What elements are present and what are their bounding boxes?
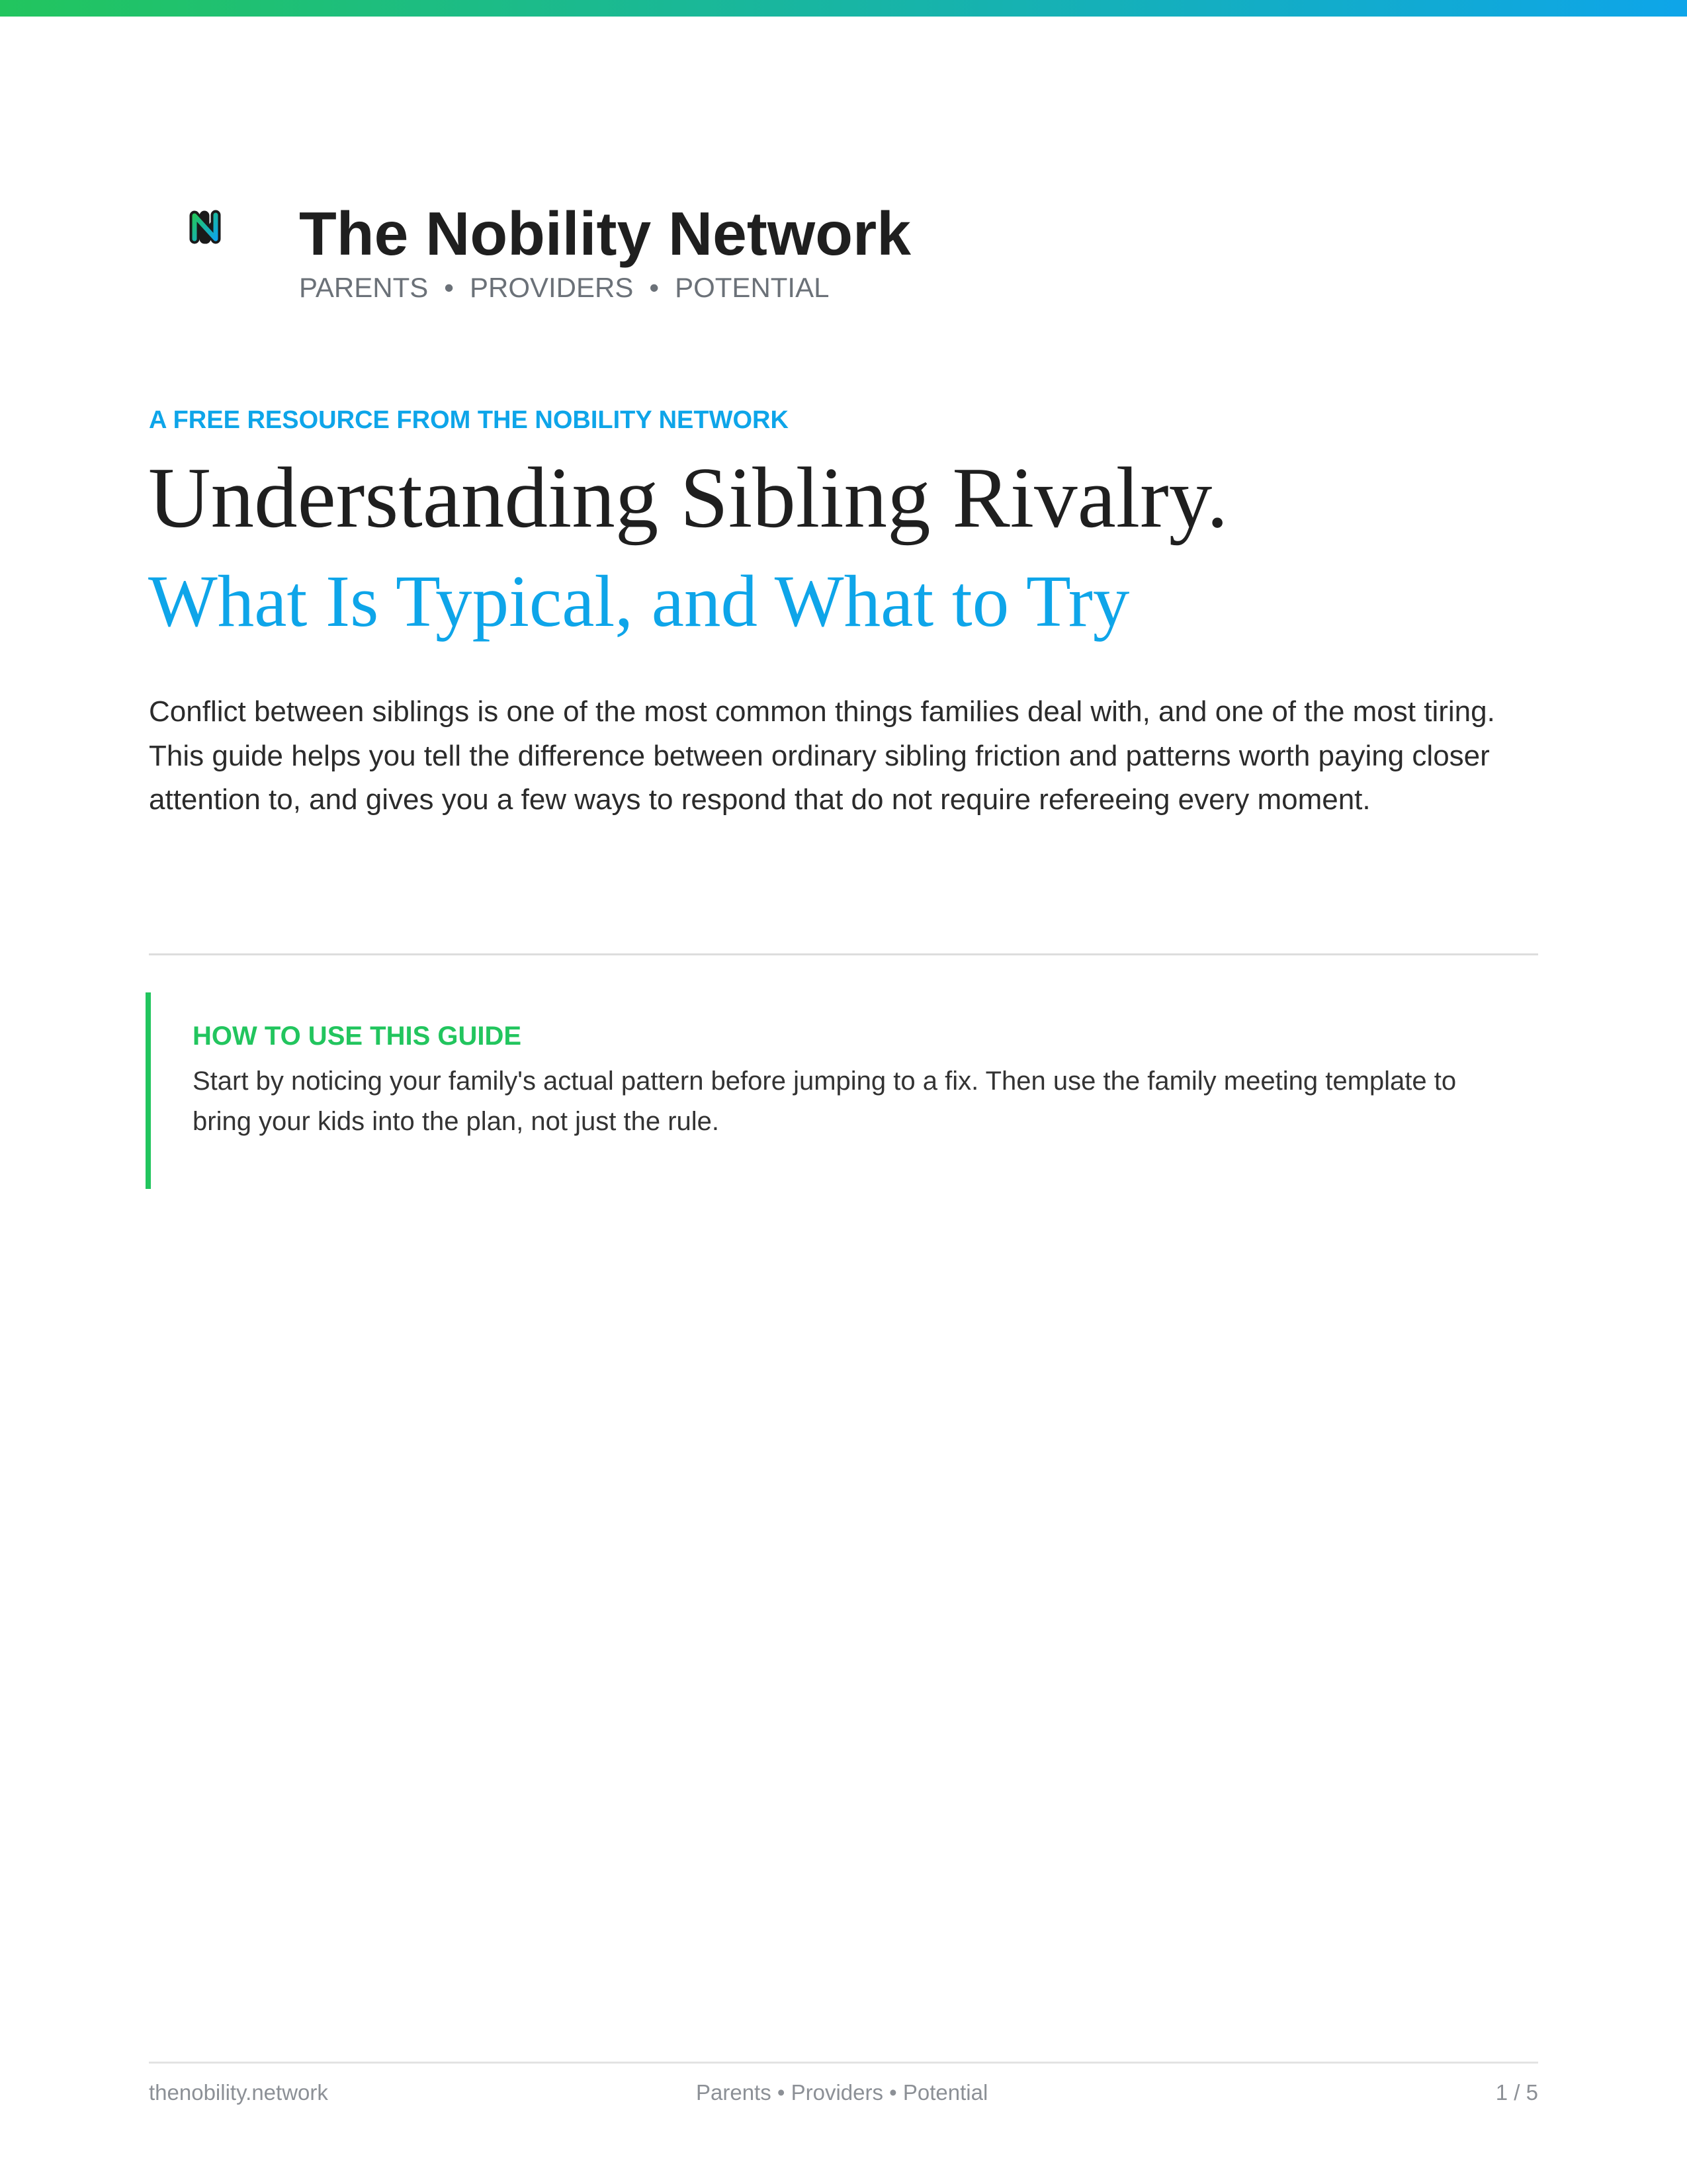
tagline-providers: PROVIDERS: [469, 272, 634, 303]
top-gradient-bar: [0, 0, 1687, 17]
page-number: 1 / 5: [1495, 2080, 1538, 2105]
n-letter-logo-icon: [189, 209, 222, 245]
callout-heading: HOW TO USE THIS GUIDE: [193, 1022, 522, 1051]
tagline-separator: •: [649, 272, 660, 303]
footer-website: thenobility.network: [149, 2080, 328, 2105]
tagline-potential: POTENTIAL: [675, 272, 830, 303]
document-subtitle: What Is Typical, and What to Try: [148, 561, 1130, 642]
footer-tagline: Parents • Providers • Potential: [696, 2080, 988, 2105]
how-to-use-callout: [146, 992, 1489, 1189]
document-title: Understanding Sibling Rivalry.: [148, 450, 1229, 546]
tagline-separator: •: [444, 272, 454, 303]
footer-divider: [149, 2062, 1538, 2064]
callout-body: Start by noticing your family's actual pattern before jumping to a fix. Then use the family meeting template to bring your kids into the plan, not just the rule.: [193, 1067, 1457, 1136]
intro-paragraph: Conflict between siblings is one of the most common things families deal with, and one of the most tiring. This guide helps you tell the difference between ordinary sibling friction and patterns worth paying closer attention to, and gives you a few ways to respond that do not require refereeing every moment.: [149, 695, 1495, 816]
brand-name: The Nobility Network: [299, 199, 911, 268]
brand-tagline: [299, 271, 829, 304]
section-divider: [149, 953, 1538, 955]
resource-eyebrow: A FREE RESOURCE FROM THE NOBILITY NETWORK: [149, 406, 789, 434]
tagline-parents: PARENTS: [299, 272, 429, 303]
